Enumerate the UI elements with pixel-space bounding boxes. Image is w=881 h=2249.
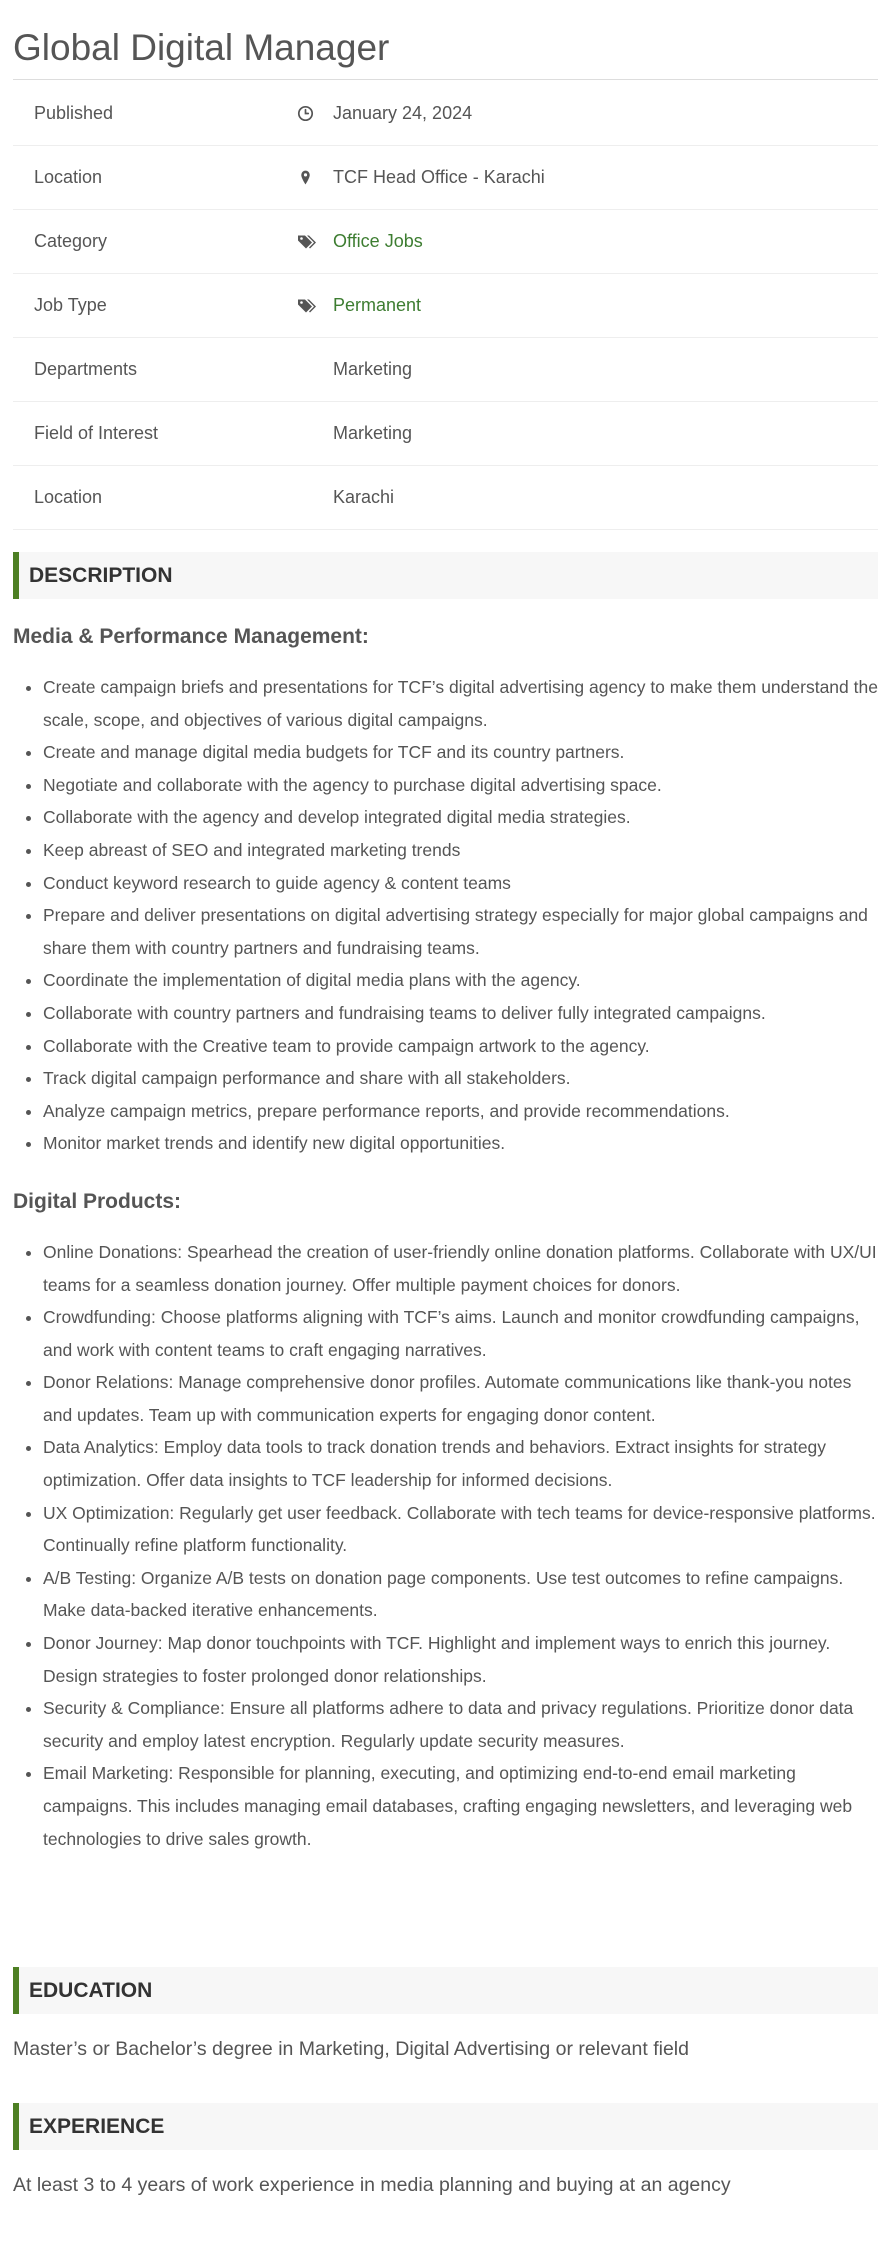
list-item: • Security & Compliance: Ensure all platforms adhere to data and privacy regulations. Prioritize donor data security and employ latest encryption. Regularly update security measures.: [43, 1692, 878, 1757]
meta-value: [333, 210, 878, 274]
meta-label: Published: [13, 82, 297, 146]
list-item: • Collaborate with the agency and develop integrated digital media strategies.: [43, 801, 878, 834]
category-link[interactable]: Office Jobs: [333, 231, 423, 251]
meta-label: Category: [13, 210, 297, 274]
list-item: • Keep abreast of SEO and integrated marketing trends: [43, 834, 878, 867]
list-item: • UX Optimization: Regularly get user feedback. Collaborate with tech teams for device-responsive platforms. Continually refine platform functionality.: [43, 1497, 878, 1562]
list-item: • Prepare and deliver presentations on digital advertising strategy especially for major global campaigns and share them with country partners and fundraising teams.: [43, 899, 878, 964]
clock-icon: [297, 82, 333, 146]
list-item: • Data Analytics: Employ data tools to track donation trends and behaviors. Extract insights for strategy optimization. Offer data insights to TCF leadership for informed decisions.: [43, 1431, 878, 1496]
education-heading: EDUCATION: [13, 1967, 878, 2014]
page-title: Global Digital Manager: [13, 0, 878, 80]
list-item: • Conduct keyword research to guide agency & content teams: [43, 867, 878, 900]
meta-value: TCF Head Office - Karachi: [333, 146, 878, 210]
list-item: • A/B Testing: Organize A/B tests on donation page components. Use test outcomes to refine campaigns. Make data-backed iterative enhancements.: [43, 1562, 878, 1627]
meta-value: Karachi: [333, 466, 878, 530]
list-item: • Analyze campaign metrics, prepare performance reports, and provide recommendations.: [43, 1095, 878, 1128]
list-item: • Crowdfunding: Choose platforms aligning with TCF’s aims. Launch and monitor crowdfunding campaigns, and work with content teams to craft engaging narratives.: [43, 1301, 878, 1366]
list-item: • Collaborate with country partners and fundraising teams to deliver fully integrated campaigns.: [43, 997, 878, 1030]
media-list: [13, 671, 878, 1160]
list-item: • Monitor market trends and identify new digital opportunities.: [43, 1127, 878, 1160]
list-item: • Collaborate with the Creative team to provide campaign artwork to the agency.: [43, 1030, 878, 1063]
meta-value: Marketing: [333, 338, 878, 402]
education-text: Master’s or Bachelor’s degree in Marketing, Digital Advertising or relevant field: [13, 2038, 689, 2061]
meta-label: Location: [13, 146, 297, 210]
meta-value: Marketing: [333, 402, 878, 466]
list-item: • Email Marketing: Responsible for planning, executing, and optimizing end-to-end email marketing campaigns. This includes managing email databases, crafting engaging newsletters, and leveraging web technologies to drive sales growth.: [43, 1757, 878, 1855]
experience-text: At least 3 to 4 years of work experience in media planning and buying at an agency: [13, 2174, 731, 2197]
tags-icon: [297, 210, 333, 274]
meta-row-departments: [13, 338, 878, 402]
meta-label: Location: [13, 466, 297, 530]
list-item: • Coordinate the implementation of digital media plans with the agency.: [43, 964, 878, 997]
description-heading: DESCRIPTION: [13, 552, 878, 599]
list-item: • Track digital campaign performance and share with all stakeholders.: [43, 1062, 878, 1095]
list-item: • Donor Relations: Manage comprehensive donor profiles. Automate communications like thank-you notes and updates. Team up with communication experts for engaging donor content.: [43, 1366, 878, 1431]
meta-row-category: [13, 210, 878, 274]
list-item: • Create and manage digital media budgets for TCF and its country partners.: [43, 736, 878, 769]
list-item: • Create campaign briefs and presentations for TCF’s digital advertising agency to make them understand the scale, scope, and objectives of various digital campaigns.: [43, 671, 878, 736]
media-subheading: Media & Performance Management:: [13, 625, 369, 648]
list-item: • Negotiate and collaborate with the agency to purchase digital advertising space.: [43, 769, 878, 802]
tags-icon: [297, 274, 333, 338]
meta-row-location-city: [13, 466, 878, 530]
meta-label: Field of Interest: [13, 402, 297, 466]
map-pin-icon: [297, 146, 333, 210]
list-item: • Donor Journey: Map donor touchpoints with TCF. Highlight and implement ways to enrich this journey. Design strategies to foster prolonged donor relationships.: [43, 1627, 878, 1692]
job-type-link[interactable]: Permanent: [333, 295, 422, 315]
meta-value: [333, 274, 878, 338]
products-list: [13, 1236, 878, 1855]
meta-row-location: [13, 146, 878, 210]
products-subheading: Digital Products:: [13, 1189, 182, 1213]
meta-label: Departments: [13, 338, 297, 402]
meta-row-published: [13, 82, 878, 146]
meta-row-field-of-interest: [13, 402, 878, 466]
experience-heading: EXPERIENCE: [13, 2103, 878, 2150]
meta-value: January 24, 2024: [333, 82, 878, 146]
meta-label: Job Type: [13, 274, 297, 338]
meta-row-job-type: [13, 274, 878, 338]
list-item: • Online Donations: Spearhead the creation of user-friendly online donation platforms. Collaborate with UX/UI teams for a seamless donation journey. Offer multiple payment choices for donors.: [43, 1236, 878, 1301]
job-meta-table: [13, 82, 878, 530]
